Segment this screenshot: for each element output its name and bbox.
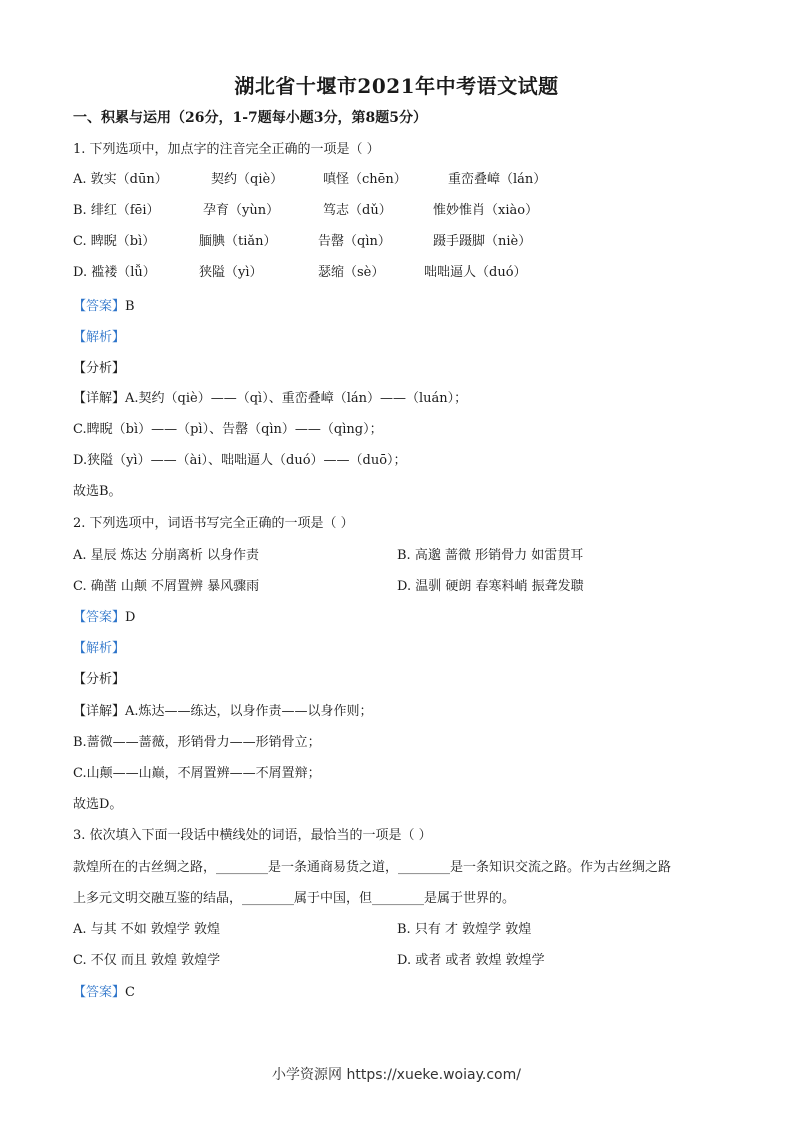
q1-option-a-2: 契约（qiè） bbox=[211, 172, 284, 187]
q3-option-c: C. 不仅 而且 敦煌 敦煌学 bbox=[73, 953, 221, 968]
q2-fenxi-label: 【分析】 bbox=[73, 672, 126, 687]
q1-option-c-1: C. 睥睨（bì） bbox=[73, 234, 156, 249]
q1-option-a-1: A. 敦实（dūn） bbox=[73, 172, 168, 187]
q2-analysis-label: 【解析】 bbox=[73, 641, 126, 656]
q2-detail-line-3: C.山颠——山巅，不屑置辨——不屑置辩； bbox=[73, 766, 321, 781]
answer-value: B bbox=[125, 299, 135, 314]
q2-detail-line-1 bbox=[73, 704, 373, 720]
detail-label: 【详解】 bbox=[73, 704, 126, 719]
q2-option-b: B. 高邈 蔷微 形销骨力 如雷贯耳 bbox=[397, 548, 584, 563]
q2-answer bbox=[73, 610, 135, 626]
q2-option-a: A. 星辰 炼达 分崩离析 以身作责 bbox=[73, 548, 260, 563]
q3-passage-line-1: 款煌所在的古丝绸之路，________是一条通商易货之道，________是一条知识交流之路。作为古丝绸之路 bbox=[73, 860, 672, 875]
detail-text: A.契约（qiè）——（qì）、重峦叠嶂（lán）——（luán）； bbox=[125, 391, 468, 406]
q1-detail-line-2: C.睥睨（bì）——（pì）、告罄（qìn）——（qìng）； bbox=[73, 422, 383, 437]
question-1-stem: 1. 下列选项中，加点字的注音完全正确的一项是（ ） bbox=[73, 142, 380, 157]
answer-label: 【答案】 bbox=[73, 985, 126, 1000]
q1-option-d-2: 狭隘（yì） bbox=[199, 265, 263, 280]
question-3-stem: 3. 依次填入下面一段话中横线处的词语，最恰当的一项是（ ） bbox=[73, 828, 432, 843]
q1-option-b-3: 笃志（dǔ） bbox=[323, 203, 392, 218]
section-heading: 一、积累与运用（26分，1-7题每小题3分，第8题5分） bbox=[73, 110, 427, 126]
answer-value: C bbox=[125, 985, 135, 1000]
q1-answer bbox=[73, 299, 135, 315]
q1-option-a-4: 重峦叠嶂（lán） bbox=[448, 172, 547, 187]
q1-option-a-3: 嗔怪（chēn） bbox=[323, 172, 407, 187]
q1-fenxi-label: 【分析】 bbox=[73, 361, 126, 376]
q2-detail-line-2: B.蔷微——蔷薇，形销骨力——形销骨立； bbox=[73, 735, 321, 750]
q1-conclusion: 故选B。 bbox=[73, 484, 122, 499]
q1-option-d-1: D. 褴褛（lǚ） bbox=[73, 265, 156, 280]
q3-option-b: B. 只有 才 敦煌学 敦煌 bbox=[397, 922, 532, 937]
footer-watermark: 小学资源网 https://xueke.woiay.com/ bbox=[272, 1067, 521, 1083]
q1-option-b-1: B. 绯红（fēi） bbox=[73, 203, 160, 218]
q1-detail-line-1 bbox=[73, 391, 467, 407]
q3-answer bbox=[73, 985, 135, 1001]
q3-option-a: A. 与其 不如 敦煌学 敦煌 bbox=[73, 922, 221, 937]
q1-option-b-4: 惟妙惟肖（xiào） bbox=[433, 203, 539, 218]
answer-label: 【答案】 bbox=[73, 610, 126, 625]
q3-option-d: D. 或者 或者 敦煌 敦煌学 bbox=[397, 953, 545, 968]
q1-option-c-2: 腼腆（tiǎn） bbox=[199, 234, 277, 249]
q1-analysis-label: 【解析】 bbox=[73, 330, 126, 345]
question-2-stem: 2. 下列选项中，词语书写完全正确的一项是（ ） bbox=[73, 516, 354, 531]
q1-option-c-3: 告罄（qìn） bbox=[318, 234, 391, 249]
q2-option-d: D. 温驯 硬朗 春寒料峭 振聋发聩 bbox=[397, 579, 584, 594]
q1-option-b-2: 孕育（yùn） bbox=[203, 203, 280, 218]
detail-label: 【详解】 bbox=[73, 391, 126, 406]
page-title: 湖北省十堰市2021年中考语文试题 bbox=[234, 74, 559, 98]
q1-option-d-3: 瑟缩（sè） bbox=[318, 265, 385, 280]
q2-option-c: C. 确凿 山颠 不屑置辨 暴风骤雨 bbox=[73, 579, 260, 594]
q1-option-d-4: 咄咄逼人（duó） bbox=[424, 265, 527, 280]
q1-option-c-4: 蹑手蹑脚（niè） bbox=[433, 234, 532, 249]
answer-label: 【答案】 bbox=[73, 299, 126, 314]
q2-conclusion: 故选D。 bbox=[73, 797, 123, 812]
answer-value: D bbox=[125, 610, 136, 625]
q3-passage-line-2: 上多元文明交融互鉴的结晶，________属于中国，但________是属于世界的。 bbox=[73, 891, 516, 906]
q1-detail-line-3: D.狭隘（yì）——（ài）、咄咄逼人（duó）——（duō）； bbox=[73, 453, 407, 468]
detail-text: A.炼达——练达，以身作责——以身作则； bbox=[125, 704, 373, 719]
